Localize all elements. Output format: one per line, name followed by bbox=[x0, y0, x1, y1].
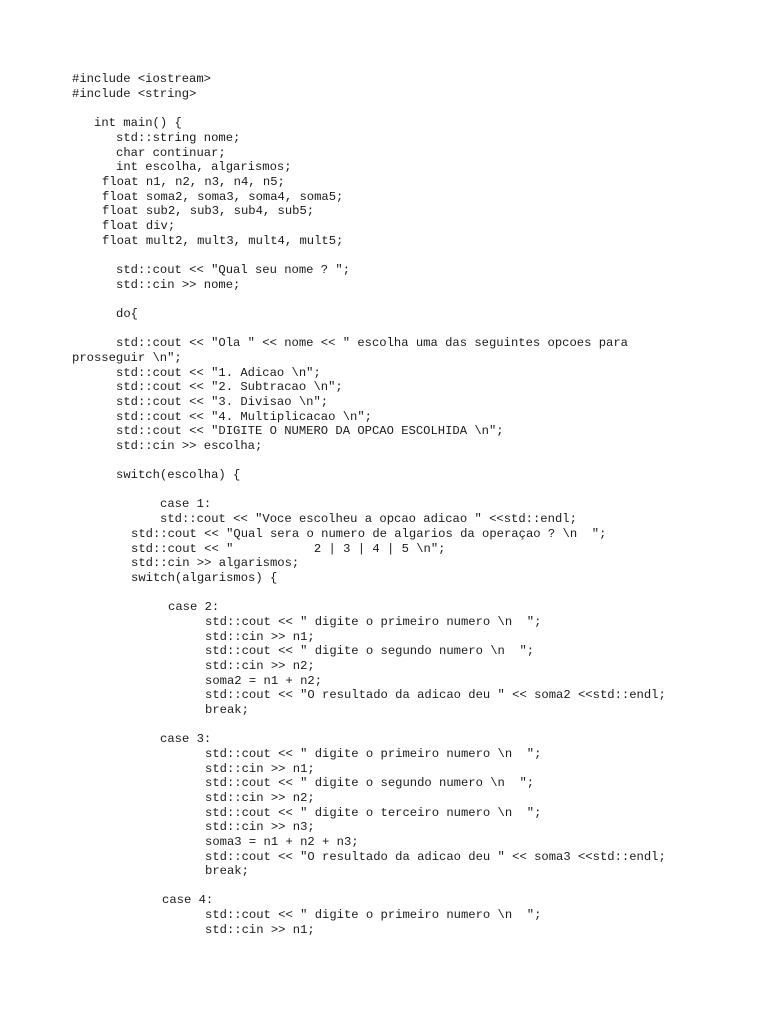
code-line: std::cin >> n3; bbox=[205, 820, 315, 834]
code-line: std::cin >> n1; bbox=[205, 630, 315, 644]
code-line: std::cout << "O resultado da adicao deu " << soma3 <<std::endl; bbox=[205, 850, 666, 864]
code-line: float soma2, soma3, soma4, soma5; bbox=[102, 190, 344, 204]
code-line: std::string nome; bbox=[116, 131, 241, 145]
code-line: std::cout << " digite o primeiro numero \n "; bbox=[205, 747, 542, 761]
code-line: std::cout << " digite o segundo numero \n "; bbox=[205, 644, 535, 658]
code-line: case 4: bbox=[162, 893, 214, 907]
code-line: prosseguir \n"; bbox=[72, 351, 182, 365]
code-line: case 3: bbox=[160, 732, 212, 746]
code-line: std::cout << "4. Multiplicacao \n"; bbox=[116, 410, 372, 424]
code-line: switch(algarismos) { bbox=[131, 571, 278, 585]
code-line: float sub2, sub3, sub4, sub5; bbox=[102, 204, 315, 218]
code-line: case 1: bbox=[160, 497, 212, 511]
code-line: std::cin >> n1; bbox=[205, 923, 315, 937]
code-line: switch(escolha) { bbox=[116, 468, 241, 482]
code-line: #include <string> bbox=[72, 87, 197, 101]
code-line: std::cout << "O resultado da adicao deu " << soma2 <<std::endl; bbox=[205, 688, 666, 702]
code-line: int main() { bbox=[94, 116, 182, 130]
code-line: std::cout << "Qual sera o numero de algarios da operaçao ? \n "; bbox=[131, 527, 607, 541]
code-line: std::cout << " 2 | 3 | 4 | 5 \n"; bbox=[131, 542, 446, 556]
code-line: #include <iostream> bbox=[72, 72, 211, 86]
code-line: std::cout << "2. Subtracao \n"; bbox=[116, 380, 343, 394]
code-line: std::cin >> algarismos; bbox=[131, 556, 300, 570]
code-line: std::cin >> nome; bbox=[116, 278, 241, 292]
code-line: std::cout << "Ola " << nome << " escolha uma das seguintes opcoes para bbox=[116, 336, 628, 350]
code-line: std::cout << " digite o segundo numero \n "; bbox=[205, 776, 535, 790]
code-line: std::cin >> n2; bbox=[205, 659, 315, 673]
code-line: int escolha, algarismos; bbox=[116, 160, 292, 174]
code-line: float div; bbox=[102, 219, 176, 233]
code-line: std::cout << " digite o terceiro numero \n "; bbox=[205, 806, 542, 820]
code-line: break; bbox=[205, 864, 249, 878]
code-line: std::cout << " digite o primeiro numero \n "; bbox=[205, 615, 542, 629]
code-line: std::cin >> n2; bbox=[205, 791, 315, 805]
code-line: case 2: bbox=[168, 600, 220, 614]
code-line: break; bbox=[205, 703, 249, 717]
code-line: std::cin >> escolha; bbox=[116, 439, 263, 453]
code-line: soma3 = n1 + n2 + n3; bbox=[205, 835, 359, 849]
code-line: soma2 = n1 + n2; bbox=[205, 674, 323, 688]
code-line: std::cout << "3. Divisao \n"; bbox=[116, 395, 329, 409]
code-line: std::cout << " digite o primeiro numero \n "; bbox=[205, 908, 542, 922]
code-line: std::cout << "Qual seu nome ? "; bbox=[116, 263, 351, 277]
code-line: float mult2, mult3, mult4, mult5; bbox=[102, 234, 344, 248]
code-line: float n1, n2, n3, n4, n5; bbox=[102, 175, 285, 189]
code-line: std::cin >> n1; bbox=[205, 762, 315, 776]
code-line: std::cout << "1. Adicao \n"; bbox=[116, 366, 321, 380]
code-line: do{ bbox=[116, 307, 138, 321]
code-line: std::cout << "Voce escolheu a opcao adicao " <<std::endl; bbox=[160, 512, 577, 526]
code-line: std::cout << "DIGITE O NUMERO DA OPCAO ESCOLHIDA \n"; bbox=[116, 424, 504, 438]
code-line: char continuar; bbox=[116, 146, 226, 160]
